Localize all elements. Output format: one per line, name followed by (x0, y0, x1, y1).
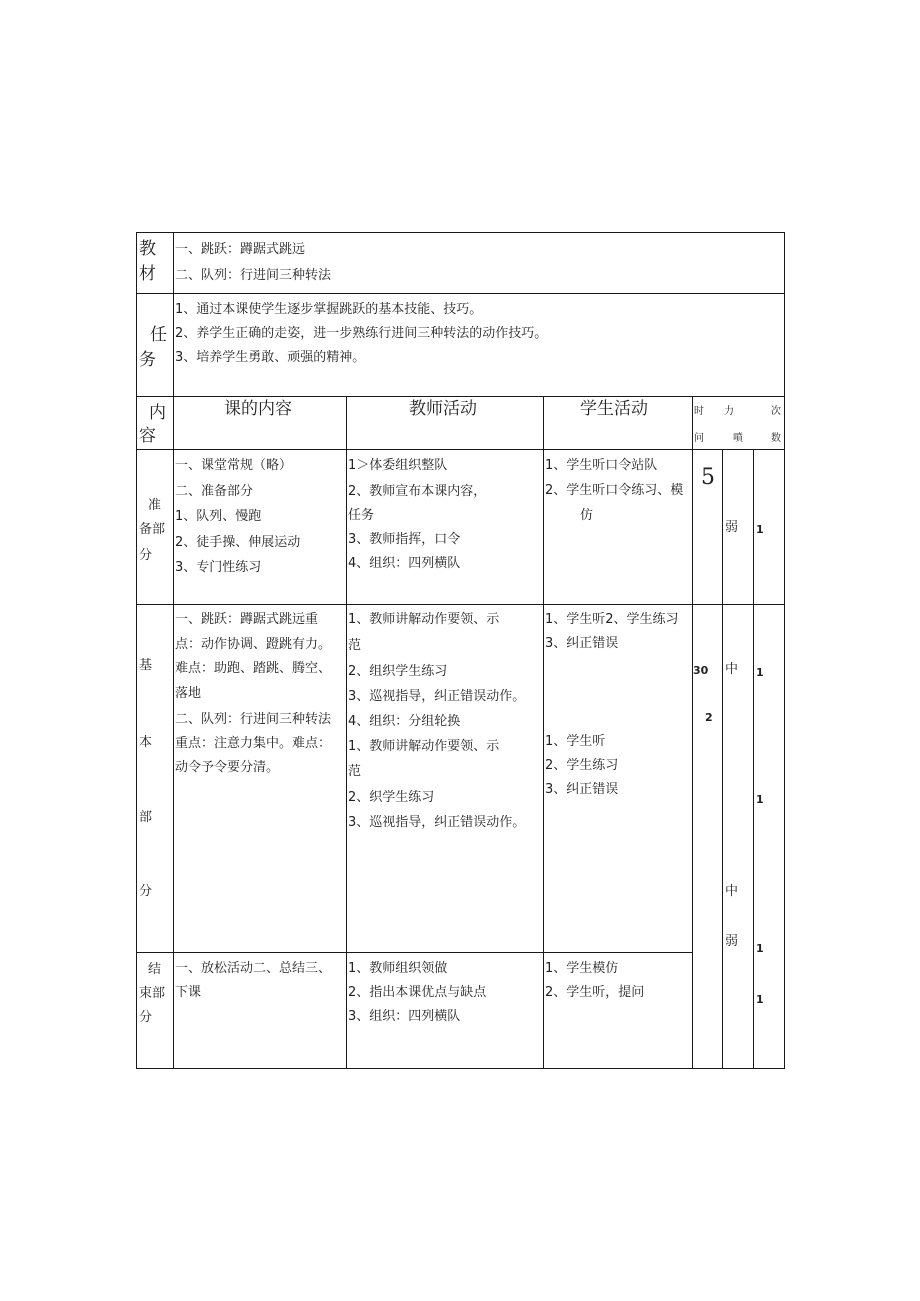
main-teacher: 范 (348, 764, 362, 779)
header-neirong-2: 容 (139, 426, 156, 446)
prep-teacher: 2、教师宣布本课内容， (348, 484, 487, 499)
main-teacher: 1、教师讲解动作要领、示 (348, 739, 500, 754)
main-teacher: 4、组织：分组轮换 (348, 714, 461, 729)
renwu-label-1: 任 (150, 325, 167, 345)
main-content: 落地 (175, 686, 202, 701)
prep-content: 二、准备部分 (175, 484, 254, 499)
table-border-right (784, 232, 785, 1069)
end-teacher: 2、指出本课优点与缺点 (348, 985, 487, 1000)
prep-teacher: 任务 (348, 508, 375, 523)
header-force-2: 噴 (733, 433, 743, 444)
end-content: 一、放松活动二、总结三、 (175, 961, 332, 976)
main-teacher: 3、巡视指导，纠正错误动作。 (348, 689, 526, 704)
prep-label-1: 准 (148, 498, 162, 513)
main-student: 1、学生听2、学生练习 (545, 612, 679, 627)
end-content: 下课 (175, 985, 202, 1000)
renwu-label-2: 务 (139, 350, 156, 370)
main-label-3: 部 (139, 810, 153, 825)
header-student: 学生活动 (580, 399, 648, 419)
main-student: 3、纠正错误 (545, 782, 619, 797)
prep-count: 1 (756, 523, 764, 536)
main-teacher: 1、教师讲解动作要领、示 (348, 612, 500, 627)
main-teacher: 2、织学生练习 (348, 790, 435, 805)
jiaocai-label-1: 教 (139, 239, 156, 259)
renwu-line: 3、培养学生勇敢、顽强的精神。 (175, 350, 366, 365)
main-force-b: 中 (725, 884, 739, 899)
main-student: 1、学生听 (545, 734, 606, 749)
main-teacher: 2、组织学生练习 (348, 664, 448, 679)
row-divider (136, 449, 784, 450)
main-count-b: 1 (756, 793, 764, 806)
header-content: 课的内容 (224, 399, 292, 419)
prep-content: 2、徒手操、伸展运动 (175, 535, 301, 550)
end-student: 2、学生听，提问 (545, 985, 645, 1000)
renwu-line: 1、通过本课使学生逐步掌握跳跃的基本技能、技巧。 (175, 302, 483, 317)
prep-teacher: 1＞体委组织整队 (348, 458, 448, 473)
row-divider (136, 604, 784, 605)
table-border-bottom (136, 1068, 784, 1069)
main-count-d: 1 (756, 993, 764, 1006)
renwu-line: 2、养学生正确的走姿，进一步熟练行进间三种转法的动作技巧。 (175, 326, 548, 341)
main-label-2: 本 (139, 735, 153, 750)
column-divider (346, 396, 347, 1069)
header-teacher: 教师活动 (409, 399, 477, 419)
row-divider (136, 293, 784, 294)
table-border-left (136, 232, 137, 1069)
main-content: 动令予令要分清。 (175, 760, 280, 775)
prep-student: 仿 (580, 508, 594, 523)
column-divider (543, 396, 544, 1069)
main-content: 重点：注意力集中。难点： (175, 736, 332, 751)
prep-content: 3、专门性练习 (175, 560, 262, 575)
column-divider (753, 449, 754, 1069)
prep-time: 5 (701, 465, 715, 490)
main-student: 3、纠正错误 (545, 636, 619, 651)
header-time-2: 问 (694, 433, 704, 444)
table-border-top (136, 232, 784, 233)
prep-student: 2、学生听口令练习、模 (545, 483, 684, 498)
prep-content: 一、课堂常规（略） (175, 458, 293, 473)
end-label-3: 分 (139, 1010, 153, 1025)
prep-force: 弱 (725, 520, 739, 535)
column-divider (173, 232, 174, 1069)
main-force-a: 中 (725, 662, 739, 677)
row-divider (136, 396, 784, 397)
prep-teacher: 3、教师指挥，口令 (348, 532, 461, 547)
main-content: 难点：助跑、踏跳、腾空、 (175, 661, 332, 676)
main-count-c: 1 (756, 942, 764, 955)
prep-label-3: 分 (139, 548, 153, 563)
header-count-1: 次 (771, 406, 781, 417)
main-content: 点：动作协调、蹬跳有力。 (175, 637, 332, 652)
main-content: 二、队列：行进间三种转法 (175, 712, 332, 727)
jiaocai-line: 一、跳跃：蹲踞式跳远 (175, 242, 306, 257)
column-divider (692, 396, 693, 1069)
main-content: 一、跳跃：蹲踞式跳远重 (175, 612, 319, 627)
main-count-a: 1 (756, 666, 764, 679)
jiaocai-line: 二、队列：行进间三种转法 (175, 268, 332, 283)
main-label-4: 分 (139, 884, 153, 899)
end-label-1: 结 (148, 962, 162, 977)
end-teacher: 1、教师组织领做 (348, 961, 448, 976)
prep-content: 1、队列、慢跑 (175, 509, 262, 524)
row-divider (136, 952, 692, 953)
end-student: 1、学生模仿 (545, 961, 619, 976)
prep-student: 1、学生听口令站队 (545, 458, 658, 473)
main-teacher: 3、巡视指导，纠正错误动作。 (348, 815, 526, 830)
column-divider (722, 449, 723, 1069)
main-time-a: 30 (693, 664, 709, 677)
end-label-2: 束部 (139, 986, 166, 1001)
main-student: 2、学生练习 (545, 758, 619, 773)
end-teacher: 3、组织：四列横队 (348, 1009, 461, 1024)
main-time-b: 2 (705, 711, 713, 724)
header-force-1: 力 (724, 406, 734, 417)
main-force-c: 弱 (725, 934, 739, 949)
prep-label-2: 备部 (139, 522, 166, 537)
header-neirong-1: 内 (149, 403, 166, 423)
main-label-1: 基 (139, 658, 153, 673)
jiaocai-label-2: 材 (139, 264, 156, 284)
main-teacher: 范 (348, 638, 362, 653)
header-time-1: 时 (694, 406, 704, 417)
prep-teacher: 4、组织：四列横队 (348, 556, 461, 571)
header-count-2: 数 (771, 433, 781, 444)
